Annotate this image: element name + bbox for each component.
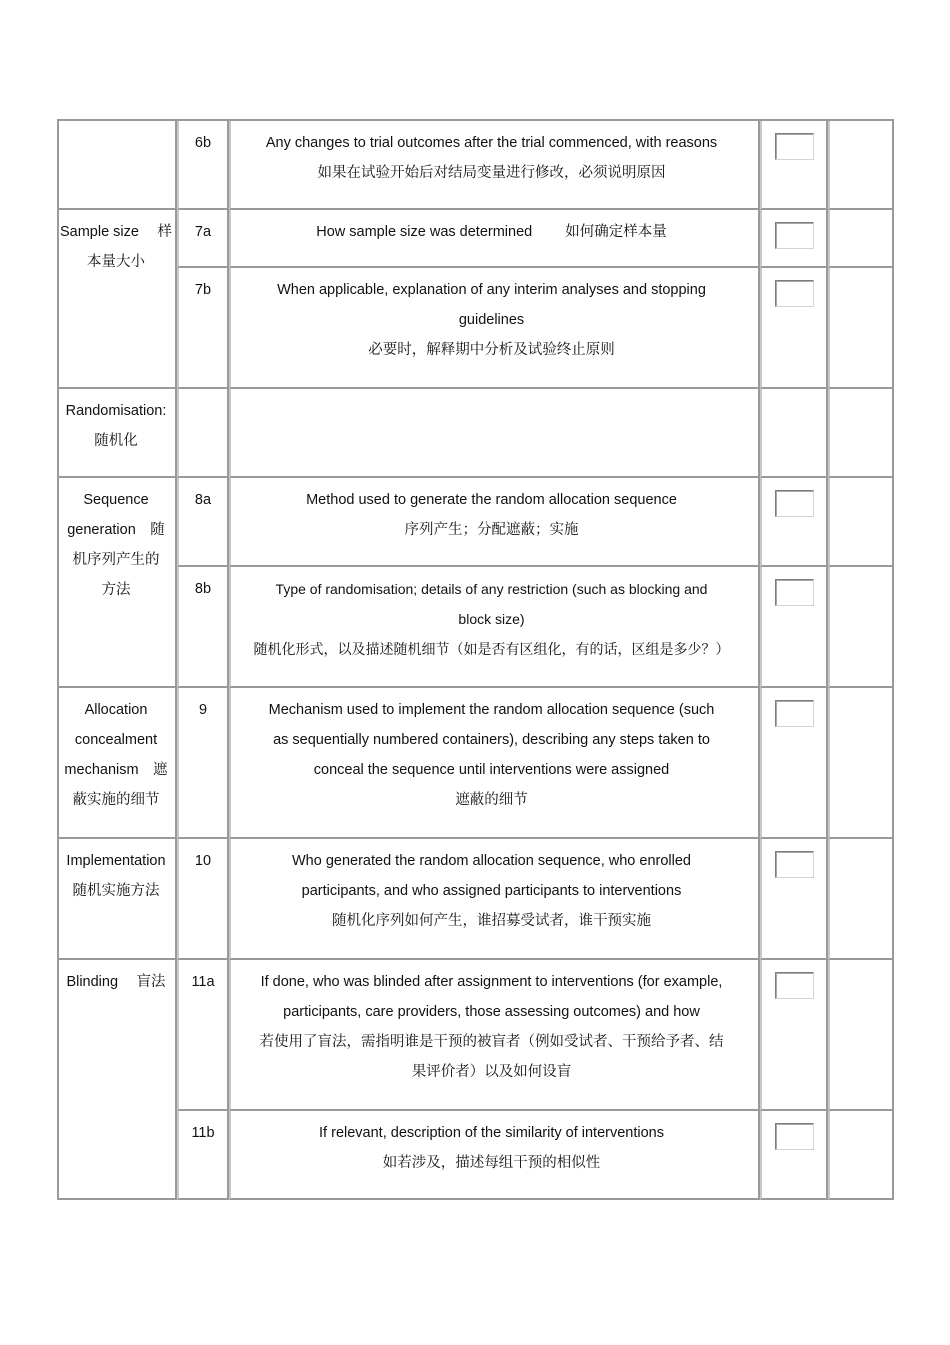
section-cell: Blinding 盲法	[59, 960, 177, 1200]
page-number-cell	[828, 839, 894, 960]
reported-checkbox[interactable]	[775, 851, 814, 878]
reported-checkbox[interactable]	[775, 700, 814, 727]
section-cell: Allocation concealment mechanism 遮 蔽实施的细节	[59, 688, 177, 839]
item-number: 8b	[177, 567, 229, 688]
page-number-cell	[828, 567, 894, 688]
table-row	[59, 210, 894, 268]
reported-checkbox-cell	[760, 1111, 828, 1200]
item-description: If done, who was blinded after assignment to interventions (for example, participants, care providers, those assessing outcomes) and how 若使用了盲法，需指明谁是干预的被盲者（例如受试者、干预给予者、结 果评价者）以及如何设盲	[229, 960, 760, 1111]
table-row	[59, 567, 894, 688]
item-number: 6b	[177, 121, 229, 210]
item-number: 10	[177, 839, 229, 960]
table-row	[59, 478, 894, 567]
reported-checkbox-cell	[760, 389, 828, 478]
reported-checkbox-cell	[760, 478, 828, 567]
item-description: How sample size was determined 如何确定样本量	[229, 210, 760, 268]
reported-checkbox-cell	[760, 960, 828, 1111]
page-number-cell	[828, 268, 894, 389]
table-row	[59, 389, 894, 478]
reported-checkbox[interactable]	[775, 222, 814, 249]
reported-checkbox-cell	[760, 121, 828, 210]
reported-checkbox-cell	[760, 567, 828, 688]
section-cell: Randomisation: 随机化	[59, 389, 177, 478]
table-row	[59, 839, 894, 960]
item-number: 7b	[177, 268, 229, 389]
table-row	[59, 121, 894, 210]
item-number	[177, 389, 229, 478]
table-row	[59, 1111, 894, 1200]
item-number: 7a	[177, 210, 229, 268]
item-number: 8a	[177, 478, 229, 567]
table-row	[59, 688, 894, 839]
page-number-cell	[828, 121, 894, 210]
page-number-cell	[828, 688, 894, 839]
item-description	[229, 389, 760, 478]
section-cell	[59, 121, 177, 210]
page-number-cell	[828, 210, 894, 268]
item-description: Mechanism used to implement the random allocation sequence (such as sequentially numbered containers), describing any steps taken to conceal the sequence until interventions were assigned 遮蔽的细节	[229, 688, 760, 839]
reported-checkbox-cell	[760, 268, 828, 389]
reported-checkbox[interactable]	[775, 280, 814, 307]
page-number-cell	[828, 478, 894, 567]
item-description: Who generated the random allocation sequence, who enrolled participants, and who assigned participants to interventions 随机化序列如何产生，谁招募受试者，谁干预实施	[229, 839, 760, 960]
item-description: When applicable, explanation of any interim analyses and stopping guidelines 必要时，解释期中分析及试验终止原则	[229, 268, 760, 389]
table-row	[59, 268, 894, 389]
item-number: 11b	[177, 1111, 229, 1200]
item-number: 9	[177, 688, 229, 839]
checklist-table	[57, 119, 894, 1200]
reported-checkbox[interactable]	[775, 133, 814, 160]
section-cell: Sample size 样 本量大小	[59, 210, 177, 389]
reported-checkbox[interactable]	[775, 490, 814, 517]
item-description: Type of randomisation; details of any restriction (such as blocking and block size) 随机化形式，以及描述随机细节（如是否有区组化，有的话，区组是多少？）	[229, 567, 760, 688]
section-cell: Implementation 随机实施方法	[59, 839, 177, 960]
section-cell: Sequence generation 随 机序列产生的 方法	[59, 478, 177, 688]
reported-checkbox[interactable]	[775, 579, 814, 606]
item-description: Method used to generate the random allocation sequence 序列产生；分配遮蔽；实施	[229, 478, 760, 567]
reported-checkbox[interactable]	[775, 1123, 814, 1150]
page-number-cell	[828, 1111, 894, 1200]
reported-checkbox-cell	[760, 839, 828, 960]
reported-checkbox-cell	[760, 210, 828, 268]
item-description: Any changes to trial outcomes after the trial commenced, with reasons 如果在试验开始后对结局变量进行修改，必须说明原因	[229, 121, 760, 210]
page-number-cell	[828, 960, 894, 1111]
item-number: 11a	[177, 960, 229, 1111]
reported-checkbox[interactable]	[775, 972, 814, 999]
reported-checkbox-cell	[760, 688, 828, 839]
page-number-cell	[828, 389, 894, 478]
item-description: If relevant, description of the similarity of interventions 如若涉及，描述每组干预的相似性	[229, 1111, 760, 1200]
table-row	[59, 960, 894, 1111]
